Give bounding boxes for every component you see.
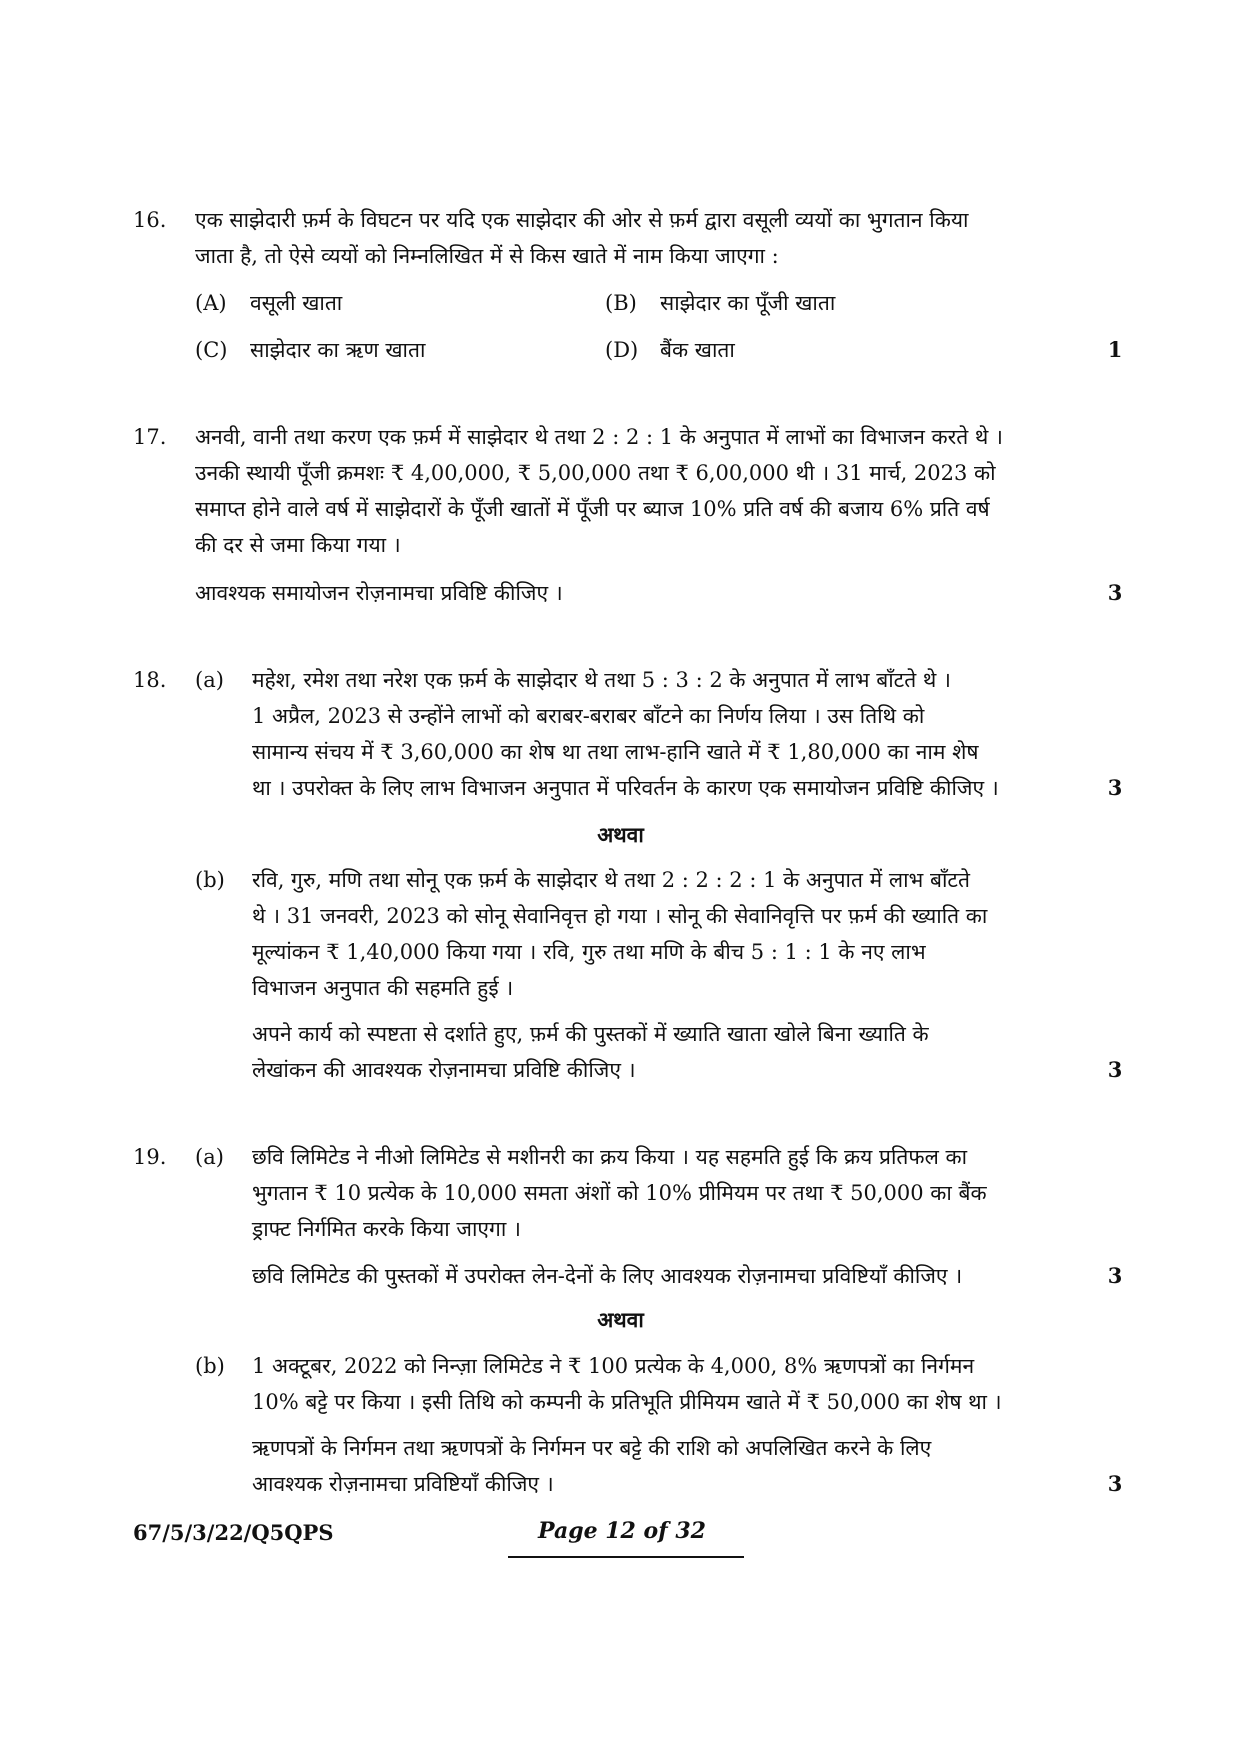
- question-19b-line-1: 1 अक्टूबर, 2022 को निन्ज़ा लिमिटेड ने ₹ 100 प्रत्येक के 4,000, 8% ऋणपत्रों का निर्गमन: [252, 1354, 975, 1378]
- or-divider-19: अथवा: [597, 1307, 644, 1332]
- question-19a-label: (a): [195, 1145, 224, 1169]
- option-a-label: (A): [195, 291, 227, 315]
- question-18b-line-1: रवि, गुरु, मणि तथा सोनू एक फ़र्म के साझेदार थे तथा 2 : 2 : 2 : 1 के अनुपात में लाभ बाँटते: [252, 868, 970, 892]
- question-18b-line-3: मूल्यांकन ₹ 1,40,000 किया गया । रवि, गुरु तथा मणि के बीच 5 : 1 : 1 के नए लाभ: [252, 940, 926, 964]
- question-18a-line-3: सामान्य संचय में ₹ 3,60,000 का शेष था तथा लाभ-हानि खाते में ₹ 1,80,000 का नाम शेष: [252, 740, 979, 764]
- question-16-number: 16.: [133, 208, 167, 232]
- question-18a-line-4: था । उपरोक्त के लिए लाभ विभाजन अनुपात में परिवर्तन के कारण एक समायोजन प्रविष्टि कीजिए ।: [252, 776, 999, 800]
- question-19a-marks: 3: [1107, 1263, 1123, 1288]
- question-19a-line-3: ड्राफ्ट निर्गमित करके किया जाएगा ।: [252, 1217, 521, 1241]
- question-19b-line-2: 10% बट्टे पर किया । इसी तिथि को कम्पनी के प्रतिभूति प्रीमियम खाते में ₹ 50,000 का शेष था ।: [252, 1390, 1002, 1414]
- or-divider-18: अथवा: [597, 822, 644, 847]
- question-19a-instruction: छवि लिमिटेड की पुस्तकों में उपरोक्त लेन-देनों के लिए आवश्यक रोज़नामचा प्रविष्टियाँ कीजिए ।: [252, 1264, 963, 1288]
- question-17-line-4: की दर से जमा किया गया ।: [195, 533, 401, 557]
- option-b-text: साझेदार का पूँजी खाता: [660, 291, 836, 315]
- question-19b-instruction-1: ऋणपत्रों के निर्गमन तथा ऋणपत्रों के निर्गमन पर बट्टे की राशि को अपलिखित करने के लिए: [252, 1436, 932, 1460]
- question-18a-line-2: 1 अप्रैल, 2023 से उन्होंने लाभों को बराबर-बराबर बाँटने का निर्णय लिया । उस तिथि को: [252, 704, 925, 728]
- option-b-label: (B): [605, 291, 637, 315]
- question-19-number: 19.: [133, 1145, 167, 1169]
- question-16-line-1: एक साझेदारी फ़र्म के विघटन पर यदि एक साझेदार की ओर से फ़र्म द्वारा वसूली व्ययों का भुगतान किया: [195, 208, 969, 232]
- question-18a-label: (a): [195, 668, 224, 692]
- question-18b-instruction-1: अपने कार्य को स्पष्टता से दर्शाते हुए, फ़र्म की पुस्तकों में ख्याति खाता खोले बिना ख्याति के: [252, 1022, 929, 1046]
- question-19b-label: (b): [195, 1354, 225, 1378]
- option-c-text: साझेदार का ऋण खाता: [250, 338, 426, 362]
- question-18b-label: (b): [195, 868, 225, 892]
- question-17-instruction: आवश्यक समायोजन रोज़नामचा प्रविष्टि कीजिए ।: [195, 581, 563, 605]
- paper-code: 67/5/3/22/Q5QPS: [133, 1520, 334, 1545]
- question-17-line-3: समाप्त होने वाले वर्ष में साझेदारों के पूँजी खातों में पूँजी पर ब्याज 10% प्रति वर्ष की बजाय 6% प्रति वर्ष: [195, 497, 990, 521]
- question-19b-marks: 3: [1107, 1471, 1123, 1496]
- question-18a-line-1: महेश, रमेश तथा नरेश एक फ़र्म के साझेदार थे तथा 5 : 3 : 2 के अनुपात में लाभ बाँटते थे ।: [252, 668, 951, 692]
- page-number: Page 12 of 32: [538, 1518, 706, 1544]
- option-d-label: (D): [605, 338, 639, 362]
- question-17-line-2: उनकी स्थायी पूँजी क्रमशः ₹ 4,00,000, ₹ 5,00,000 तथा ₹ 6,00,000 थी । 31 मार्च, 2023 को: [195, 461, 996, 485]
- question-18b-marks: 3: [1107, 1057, 1123, 1082]
- question-18b-line-2: थे । 31 जनवरी, 2023 को सोनू सेवानिवृत्त हो गया । सोनू की सेवानिवृत्ति पर फ़र्म की ख्याति का: [252, 904, 988, 928]
- question-19a-line-1: छवि लिमिटेड ने नीओ लिमिटेड से मशीनरी का क्रय किया । यह सहमति हुई कि क्रय प्रतिफल का: [252, 1145, 968, 1169]
- question-19a-line-2: भुगतान ₹ 10 प्रत्येक के 10,000 समता अंशों को 10% प्रीमियम पर तथा ₹ 50,000 का बैंक: [252, 1181, 987, 1205]
- option-d-text: बैंक खाता: [660, 338, 735, 362]
- page-number-underline: [508, 1556, 744, 1558]
- option-c-label: (C): [195, 338, 228, 362]
- question-18a-marks: 3: [1107, 775, 1123, 800]
- question-17-number: 17.: [133, 425, 167, 449]
- question-18b-line-4: विभाजन अनुपात की सहमति हुई ।: [252, 976, 514, 1000]
- question-16-marks: 1: [1107, 337, 1123, 362]
- question-17-line-1: अनवी, वानी तथा करण एक फ़र्म में साझेदार थे तथा 2 : 2 : 1 के अनुपात में लाभों का विभाजन करते थे ।: [195, 425, 1003, 449]
- question-17-marks: 3: [1107, 580, 1123, 605]
- question-16-line-2: जाता है, तो ऐसे व्ययों को निम्नलिखित में से किस खाते में नाम किया जाएगा :: [195, 244, 779, 268]
- option-a-text: वसूली खाता: [250, 291, 343, 315]
- question-19b-instruction-2: आवश्यक रोज़नामचा प्रविष्टियाँ कीजिए ।: [252, 1472, 554, 1496]
- question-18-number: 18.: [133, 668, 167, 692]
- question-18b-instruction-2: लेखांकन की आवश्यक रोज़नामचा प्रविष्टि कीजिए ।: [252, 1058, 636, 1082]
